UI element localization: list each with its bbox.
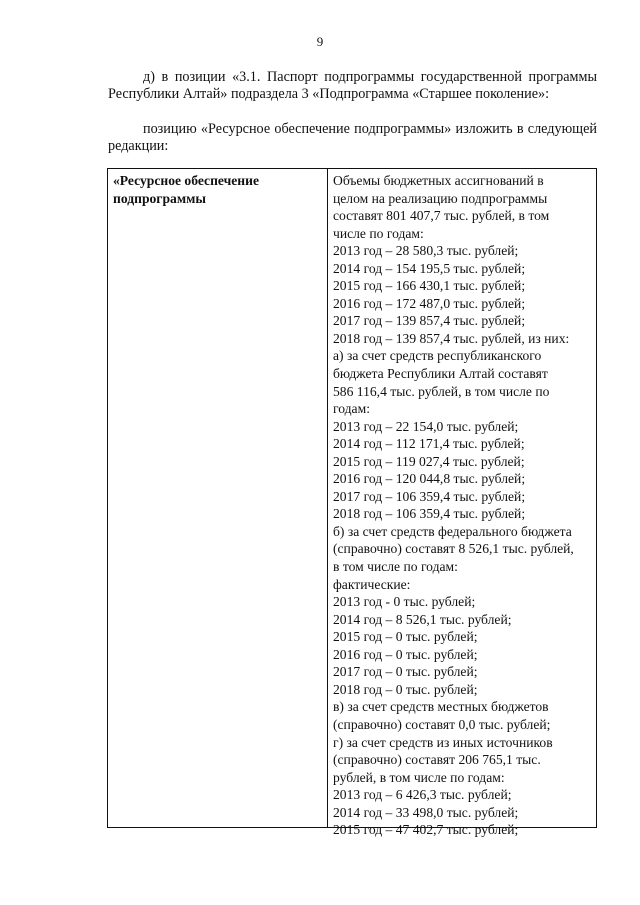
table-value-line: бюджета Республики Алтай составят (333, 366, 548, 382)
table-value-line: 2018 год – 0 тыс. рублей; (333, 681, 478, 697)
table-value-line: 2014 год – 33 498,0 тыс. рублей; (333, 804, 519, 820)
table-value-line: а) за счет средств республиканского (333, 348, 542, 364)
table-value-line: 2016 год – 120 044,8 тыс. рублей; (333, 471, 526, 487)
table-value-line: б) за счет средств федерального бюджета (333, 523, 572, 539)
table-value-line: в том числе по годам: (333, 559, 458, 575)
table-value-line: 2017 год – 139 857,4 тыс. рублей; (333, 313, 526, 329)
table-value-line: 2017 год – 0 тыс. рублей; (333, 664, 478, 680)
table-value-line: (справочно) составят 206 765,1 тыс. (333, 752, 541, 768)
table-label-line: «Ресурсное обеспечение (113, 173, 259, 188)
table-value-line: рублей, в том числе по годам: (333, 769, 505, 785)
table-value-line: (справочно) составят 8 526,1 тыс. рублей, (333, 541, 574, 557)
table-value-line: 2015 год – 166 430,1 тыс. рублей; (333, 278, 526, 294)
table-value-line: числе по годам: (333, 225, 424, 241)
table-label-cell (108, 169, 328, 827)
table-value-line: 2016 год – 0 тыс. рублей; (333, 646, 478, 662)
table-value-cell (328, 169, 596, 838)
table-value-line: 586 116,4 тыс. рублей, в том числе по (333, 383, 550, 399)
table-value-line: 2014 год – 112 171,4 тыс. рублей; (333, 436, 525, 452)
resource-provision-table (107, 168, 597, 838)
table-value-line: 2018 год – 139 857,4 тыс. рублей, из них: (333, 330, 570, 346)
table-value-line: (справочно) составят 0,0 тыс. рублей; (333, 716, 551, 732)
table-value-line: 2015 год – 47 402,7 тыс. рублей; (333, 822, 519, 838)
table-value-line: фактические: (333, 576, 411, 592)
table-value-line: 2013 год – 22 154,0 тыс. рублей; (333, 418, 519, 434)
table-value-line: 2013 год - 0 тыс. рублей; (333, 594, 476, 610)
table-value-line: г) за счет средств из иных источников (333, 734, 553, 750)
table-value-line: 2016 год – 172 487,0 тыс. рублей; (333, 295, 526, 311)
table-value-line: годам: (333, 401, 370, 417)
table-value-line: 2018 год – 106 359,4 тыс. рублей; (333, 506, 526, 522)
amendment-paragraph: д) в позиции «3.1. Паспорт подпрограммы государственной программы Республики Алтай» подраздела 3 «Подпрограмма «Старшее поколение»: (108, 69, 597, 103)
table-value-line: Объемы бюджетных ассигнований в (333, 173, 544, 188)
table-label-line: подпрограммы (113, 190, 206, 206)
table-value-line: 2015 год – 0 тыс. рублей; (333, 629, 478, 645)
table-value-line: составят 801 407,7 тыс. рублей, в том (333, 208, 550, 224)
table-value-line: 2017 год – 106 359,4 тыс. рублей; (333, 488, 526, 504)
instruction-paragraph: позицию «Ресурсное обеспечение подпрограммы» изложить в следующей редакции: (108, 121, 597, 155)
table-value-line: 2013 год – 28 580,3 тыс. рублей; (333, 243, 519, 259)
table-value-line: 2015 год – 119 027,4 тыс. рублей; (333, 453, 525, 469)
page-number: 9 (316, 34, 324, 49)
table-value-line: 2014 год – 154 195,5 тыс. рублей; (333, 260, 526, 276)
table-value-line: целом на реализацию подпрограммы (333, 190, 548, 206)
table-value-line: 2014 год – 8 526,1 тыс. рублей; (333, 611, 512, 627)
table-value-line: 2013 год – 6 426,3 тыс. рублей; (333, 787, 512, 803)
table-value-line: в) за счет средств местных бюджетов (333, 699, 549, 715)
